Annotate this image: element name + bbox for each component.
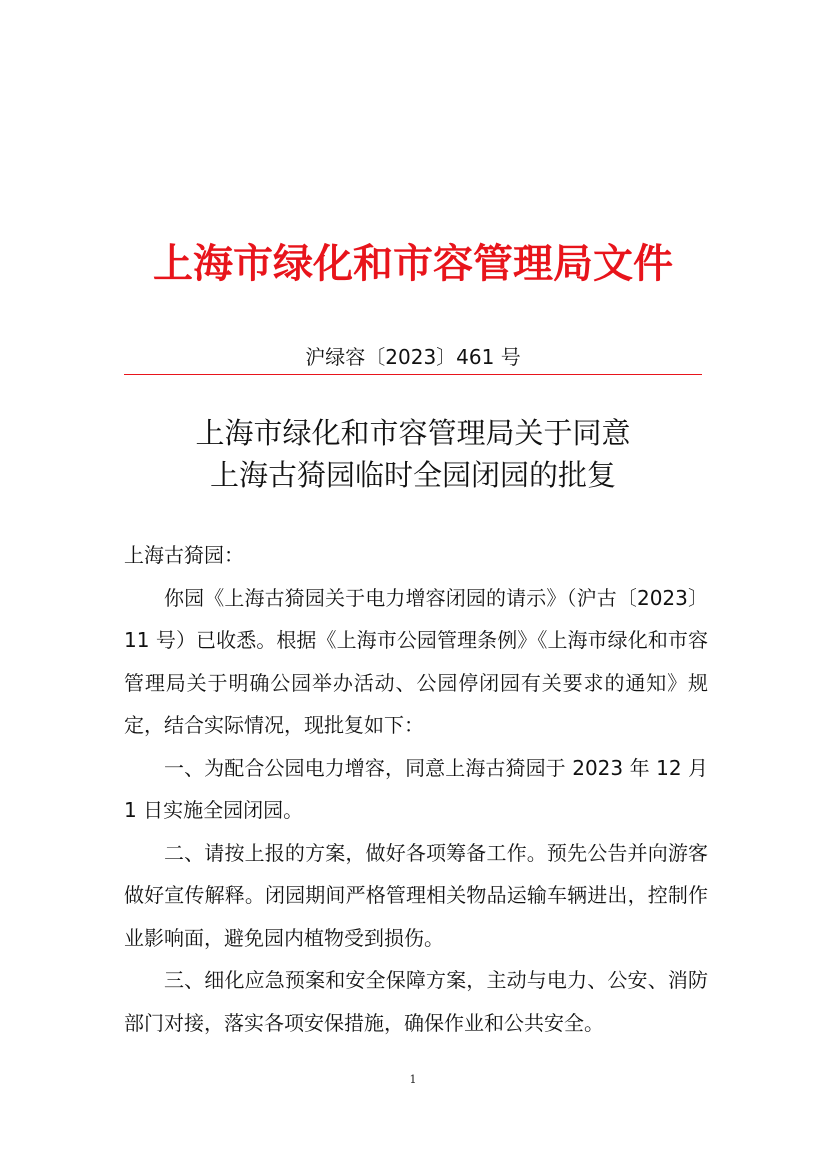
document-body: [124, 534, 708, 1044]
red-divider-line: [124, 374, 702, 375]
body-paragraph-item-3: 三、细化应急预案和安全保障方案，主动与电力、公安、消防部门对接，落实各项安保措施，确保作业和公共安全。: [124, 968, 708, 1035]
page-number: 1: [409, 1073, 417, 1086]
body-paragraph-intro: 你园《上海古猗园关于电力增容闭园的请示》（沪古〔2023〕11 号）已收悉。根据《上海市公园管理条例》《上海市绿化和市容管理局关于明确公园举办活动、公园停闭园有关要求的通知》规定，结合实际情况，现批复如下：: [124, 585, 708, 737]
document-number: 沪绿容〔2023〕461 号: [305, 345, 521, 369]
document-title-line-1: 上海市绿化和市容管理局关于同意: [195, 416, 631, 450]
document-title: [0, 412, 826, 496]
salutation: 上海古猗园：: [124, 543, 244, 567]
document-title-line-2: 上海古猗园临时全园闭园的批复: [209, 458, 616, 492]
issuer-header-title: 上海市绿化和市容管理局文件: [153, 241, 673, 287]
body-paragraph-item-2: 二、请按上报的方案，做好各项筹备工作。预先公告并向游客做好宣传解释。闭园期间严格管理相关物品运输车辆进出，控制作业影响面，避免园内植物受到损伤。: [124, 840, 708, 950]
body-paragraph-item-1: 一、为配合公园电力增容，同意上海古猗园于 2023 年 12 月 1 日实施全园闭园。: [124, 755, 708, 822]
